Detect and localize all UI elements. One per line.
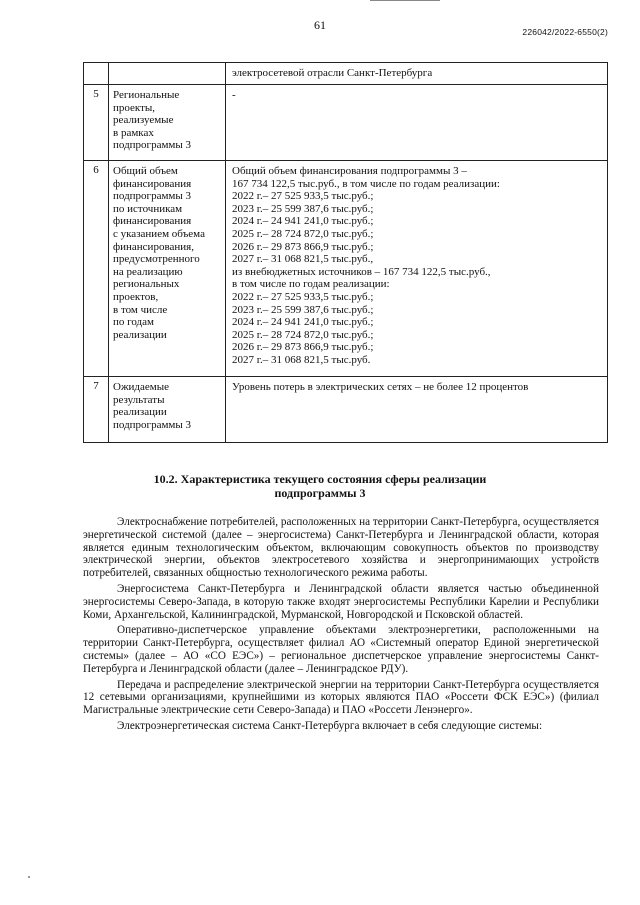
row-number-cell	[84, 63, 109, 85]
row-label-cell	[109, 161, 226, 377]
financing-line: из внебюджетных источников – 167 734 122,5 тыс.руб.,	[232, 265, 491, 278]
label-line: Региональные	[113, 89, 180, 101]
table-row-6	[84, 161, 608, 377]
scan-speck	[28, 876, 30, 878]
document-code: 226042/2022-6550(2)	[522, 27, 608, 37]
section-heading-line: 10.2. Характеристика текущего состояния сферы реализации	[153, 472, 487, 486]
row-value-cell	[226, 377, 608, 443]
label-line: подпрограммы 3	[113, 418, 192, 431]
row-number-cell	[84, 161, 109, 377]
table-row-continuation	[84, 63, 608, 85]
financing-line: 2024 г.– 24 941 241,0 тыс.руб.;	[232, 316, 374, 329]
paragraph: Электроснабжение потребителей, расположенных на территории Санкт-Петербурга, осуществляется энергетической системой (далее – энергосистема) Санкт-Петербурга и Ленинградской области, которая является единым технологическим объектом, включающим совокупность объектов по производству электрической энергии, объектов электросетевого хозяйства и энергопринимающих устройств потребителей, связанных общностью технологического режима работы.	[83, 516, 600, 580]
label-line: региональных	[113, 278, 180, 291]
label-line: Ожидаемые	[113, 381, 170, 393]
financing-line: 2027 г.– 31 068 821,5 тыс.руб.,	[232, 253, 374, 266]
row-number-cell	[84, 85, 109, 161]
body-text	[83, 516, 599, 736]
label-line: проекты,	[113, 101, 156, 114]
label-line: в том числе	[113, 303, 168, 316]
continuation-text: электросетевой отрасли Санкт-Петербурга	[232, 67, 433, 79]
paragraph: Электроэнергетическая система Санкт-Петербурга включает в себя следующие системы:	[117, 719, 543, 732]
label-line: Общий объем	[113, 165, 178, 177]
label-line: в рамках	[113, 126, 154, 139]
row-number: 7	[93, 380, 99, 392]
label-line: на реализацию	[113, 265, 183, 278]
row-value-cell	[226, 85, 608, 161]
row-number: 5	[93, 88, 99, 100]
row-label-cell	[109, 63, 226, 85]
financing-line: 2023 г.– 25 599 387,6 тыс.руб.;	[232, 202, 374, 215]
label-line: реализуемые	[113, 114, 174, 127]
paragraph: Оперативно-диспетчерское управление объектами электроэнергетики, расположенными на территории Санкт-Петербурга, осуществляет филиал АО «Системный оператор Единой энергетической системы» (далее – АО «СО ЕЭС») – региональное диспетчерское управление энергосистемы Санкт-Петербурга и Ленинградской области (далее – Ленинградское РДУ).	[83, 624, 599, 675]
label-line: результаты	[113, 393, 165, 406]
financing-line: 2022 г.– 27 525 933,5 тыс.руб.;	[232, 290, 374, 303]
table-row-5	[84, 85, 608, 161]
label-line: по источникам	[113, 202, 183, 215]
financing-line: 2022 г.– 27 525 933,5 тыс.руб.;	[232, 190, 374, 203]
row-number-cell	[84, 377, 109, 443]
financing-line: 2025 г.– 28 724 872,0 тыс.руб.;	[232, 227, 374, 240]
value-line: -	[232, 89, 236, 101]
row-label-cell	[109, 377, 226, 443]
financing-line: 2023 г.– 25 599 387,6 тыс.руб.;	[232, 303, 374, 316]
row-value-cell	[226, 161, 608, 377]
section-heading-line: подпрограммы 3	[274, 486, 366, 500]
financing-line: 2026 г.– 29 873 866,9 тыс.руб.;	[232, 240, 374, 253]
label-line: по годам	[113, 316, 154, 329]
financing-line: 167 734 122,5 тыс.руб., в том числе по годам реализации:	[232, 177, 500, 190]
paragraph: Энергосистема Санкт-Петербурга и Ленинградской области является частью объединенной энергосистемы Северо-Запада, в которую также входят энергосистемы Республики Карелии и Республики Коми, Архангельской, Калининградской, Мурманской, Новгородской и Псковской областей.	[83, 582, 599, 621]
label-line: с указанием объема	[113, 227, 205, 240]
financing-line: Общий объем финансирования подпрограммы 3 –	[232, 165, 467, 177]
label-line: реализации	[113, 406, 167, 419]
label-line: проектов,	[113, 290, 159, 303]
label-line: реализации	[113, 328, 167, 341]
table-row-7	[84, 377, 608, 443]
row-label-cell	[109, 85, 226, 161]
section-heading	[0, 472, 640, 500]
financing-line: 2025 г.– 28 724 872,0 тыс.руб.;	[232, 328, 374, 341]
label-line: подпрограммы 3	[113, 190, 192, 203]
scan-artifact-line	[370, 0, 440, 1]
subprogram-passport-table	[83, 62, 608, 443]
label-line: финансирования	[113, 177, 192, 190]
row-value-cell	[226, 63, 608, 85]
expected-results-text: Уровень потерь в электрических сетях – не более 12 процентов	[232, 381, 529, 393]
row-number: 6	[93, 164, 99, 176]
financing-line: в том числе по годам реализации:	[232, 278, 390, 291]
financing-line: 2024 г.– 24 941 241,0 тыс.руб.;	[232, 215, 374, 228]
page-number: 61	[314, 18, 326, 32]
label-line: финансирования,	[113, 240, 194, 253]
label-line: предусмотренного	[113, 253, 200, 266]
paragraph: Передача и распределение электрической энергии на территории Санкт-Петербурга осуществляется 12 сетевыми организациями, крупнейшими из которых являются ПАО «Россети ФСК ЕЭС») (филиал Магистральные электрические сети Северо-Запада) и ПАО «Россети Ленэнерго».	[83, 678, 599, 717]
label-line: финансирования	[113, 215, 192, 228]
financing-line: 2027 г.– 31 068 821,5 тыс.руб.	[232, 353, 371, 366]
label-line: подпрограммы 3	[113, 139, 192, 152]
financing-line: 2026 г.– 29 873 866,9 тыс.руб.;	[232, 341, 374, 354]
